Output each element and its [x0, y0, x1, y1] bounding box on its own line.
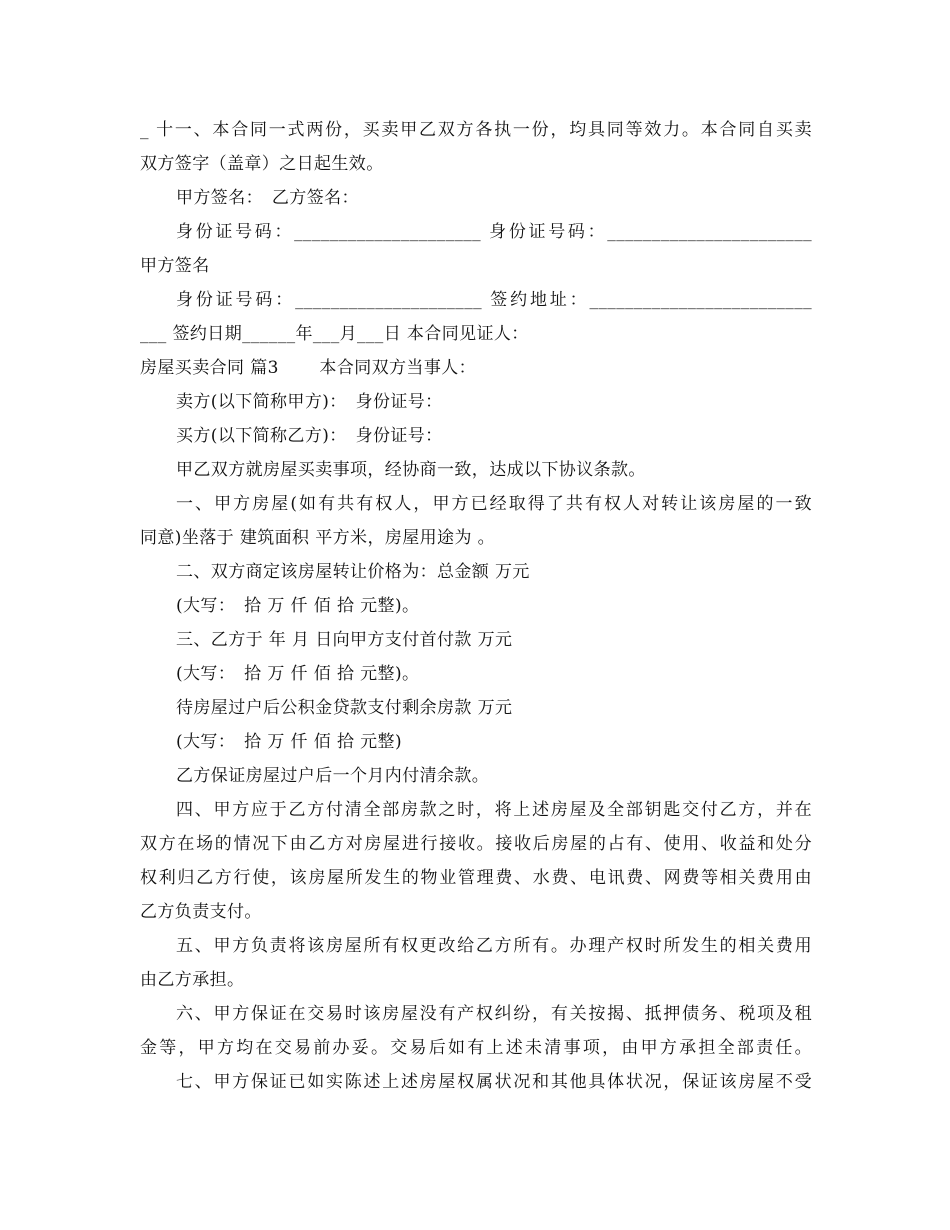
- text-line: 甲方签名: [140, 256, 210, 276]
- text-line: 甲方签名： 乙方签名：: [176, 188, 359, 208]
- text-line: (大写： 拾 万 仟 佰 拾 元整)。: [176, 596, 420, 616]
- text-line: 同意)坐落于 建筑面积 平方米，房屋用途为 。: [140, 528, 496, 548]
- text-line: 乙方保证房屋过户后一个月内付清余款。: [176, 766, 490, 786]
- text-line: 七、甲方保证已如实陈述上述房屋权属状况和其他具体状况，保证该房屋不受: [176, 1072, 812, 1092]
- text-line: 身份证号码：_____________________ 签约地址：_________________________: [176, 290, 812, 310]
- text-line: 由乙方承担。: [140, 970, 245, 990]
- text-line: 房屋买卖合同 篇3 本合同双方当事人：: [140, 358, 477, 378]
- text-line: ___ 签约日期______年___月___日 本合同见证人：: [140, 324, 529, 344]
- text-line: 四、甲方应于乙方付清全部房款之时，将上述房屋及全部钥匙交付乙方，并在: [176, 800, 812, 820]
- text-line: 金等，甲方均在交易前办妥。交易后如有上述未清事项，由甲方承担全部责任。: [140, 1038, 812, 1058]
- text-line: 买方(以下简称乙方)： 身份证号：: [176, 426, 443, 446]
- text-line: 待房屋过户后公积金贷款支付剩余房款 万元: [176, 698, 513, 718]
- text-line: 权利归乙方行使，该房屋所发生的物业管理费、水费、电讯费、网费等相关费用由: [140, 868, 812, 888]
- text-line: 双方签字（盖章）之日起生效。: [140, 154, 384, 174]
- text-line: 一、甲方房屋(如有共有权人，甲方已经取得了共有权人对转让该房屋的一致: [176, 494, 812, 514]
- text-line: 双方在场的情况下由乙方对房屋进行接收。接收后房屋的占有、使用、收益和处分: [140, 834, 812, 854]
- text-line: 六、甲方保证在交易时该房屋没有产权纠纷，有关按揭、抵押债务、税项及租: [176, 1004, 812, 1024]
- text-line: (大写： 拾 万 仟 佰 拾 元整)。: [176, 664, 420, 684]
- text-line: 身份证号码：_____________________ 身份证号码：_______________________: [176, 222, 812, 242]
- text-line: 乙方负责支付。: [140, 902, 262, 922]
- text-line: 三、乙方于 年 月 日向甲方支付首付款 万元: [176, 630, 513, 650]
- text-line: 卖方(以下简称甲方)： 身份证号：: [176, 392, 443, 412]
- text-line: 五、甲方负责将该房屋所有权更改给乙方所有。办理产权时所发生的相关费用: [176, 936, 812, 956]
- text-line: 二、双方商定该房屋转让价格为：总金额 万元: [176, 562, 530, 582]
- text-line: _ 十一、本合同一式两份，买卖甲乙双方各执一份，均具同等效力。本合同自买卖: [140, 120, 812, 140]
- text-line: 甲乙双方就房屋买卖事项，经协商一致，达成以下协议条款。: [176, 460, 646, 480]
- text-line: (大写： 拾 万 仟 佰 拾 元整): [176, 732, 402, 752]
